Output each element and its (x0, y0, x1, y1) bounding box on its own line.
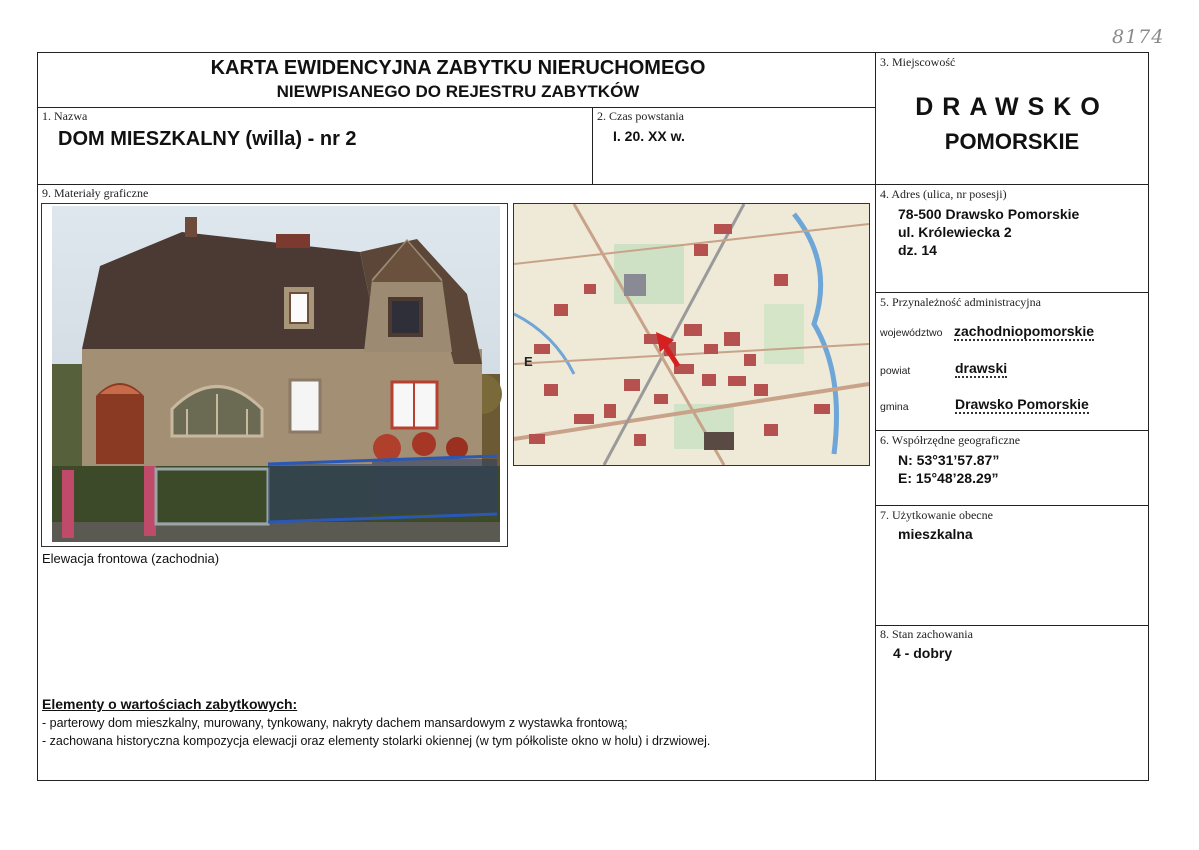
voivodeship-value: zachodniopomorskie (954, 323, 1095, 339)
condition-value: 4 - dobry (893, 645, 953, 661)
house-illustration (42, 204, 507, 546)
archive-number: 8174 (1112, 26, 1165, 48)
map-label: E (524, 354, 533, 369)
latitude-value: N: 53°31’57.87” (898, 452, 1000, 468)
historic-elements-title: Elementy o wartościach zabytkowych: (42, 696, 298, 712)
locality-value-line1: DRAWSKO (915, 93, 1109, 121)
historic-element-item: - parterowy dom mieszkalny, murowany, tynkowany, nakryty dachem mansardowym z wystawka frontową; (42, 716, 628, 730)
map-illustration (514, 204, 869, 465)
address-line: ul. Królewiecka 2 (898, 224, 1012, 240)
address-label: 4. Adres (ulica, nr posesji) (880, 187, 1007, 201)
card-title: KARTA EWIDENCYJNA ZABYTKU NIERUCHOMEGO (210, 57, 706, 79)
longitude-value: E: 15°48’28.29” (898, 470, 999, 486)
condition-label: 8. Stan zachowania (880, 627, 973, 641)
name-value: DOM MIESZKALNY (willa) - nr 2 (58, 128, 357, 150)
divider (875, 52, 876, 781)
voivodeship-key: województwo (880, 327, 943, 339)
photo-caption: Elewacja frontowa (zachodnia) (42, 551, 220, 566)
coordinates-label: 6. Współrzędne geograficzne (880, 433, 1021, 447)
address-line: dz. 14 (898, 242, 937, 258)
administrative-label: 5. Przynależność administracyjna (880, 295, 1041, 309)
divider (875, 430, 1149, 431)
divider (875, 292, 1149, 293)
commune-key: gmina (880, 401, 909, 413)
divider (875, 625, 1149, 626)
historic-element-item: - zachowana historyczna kompozycja elewacji oraz elementy stolarki okiennej (w tym półkoliste okno w holu) i drzwiowej. (42, 734, 711, 748)
locality-value-line2: POMORSKIE (944, 129, 1080, 154)
divider (875, 505, 1149, 506)
locality-label: 3. Miejscowość (880, 55, 956, 69)
location-map (513, 203, 870, 466)
commune-value: Drawsko Pomorskie (955, 396, 1089, 412)
usage-label: 7. Użytkowanie obecne (880, 508, 993, 522)
address-line: 78-500 Drawsko Pomorskie (898, 206, 1080, 222)
county-key: powiat (880, 365, 911, 377)
card-subtitle: NIEWPISANEGO DO REJESTRU ZABYTKÓW (276, 82, 640, 101)
usage-value: mieszkalna (898, 526, 973, 542)
date-label: 2. Czas powstania (597, 109, 684, 123)
house-photo (41, 203, 508, 547)
divider (592, 107, 593, 184)
county-value: drawski (955, 360, 1008, 376)
graphic-materials-label: 9. Materiały graficzne (42, 186, 149, 200)
divider (37, 107, 875, 108)
date-value: I. 20. XX w. (613, 128, 685, 144)
name-label: 1. Nazwa (42, 109, 88, 123)
divider (37, 184, 1149, 185)
